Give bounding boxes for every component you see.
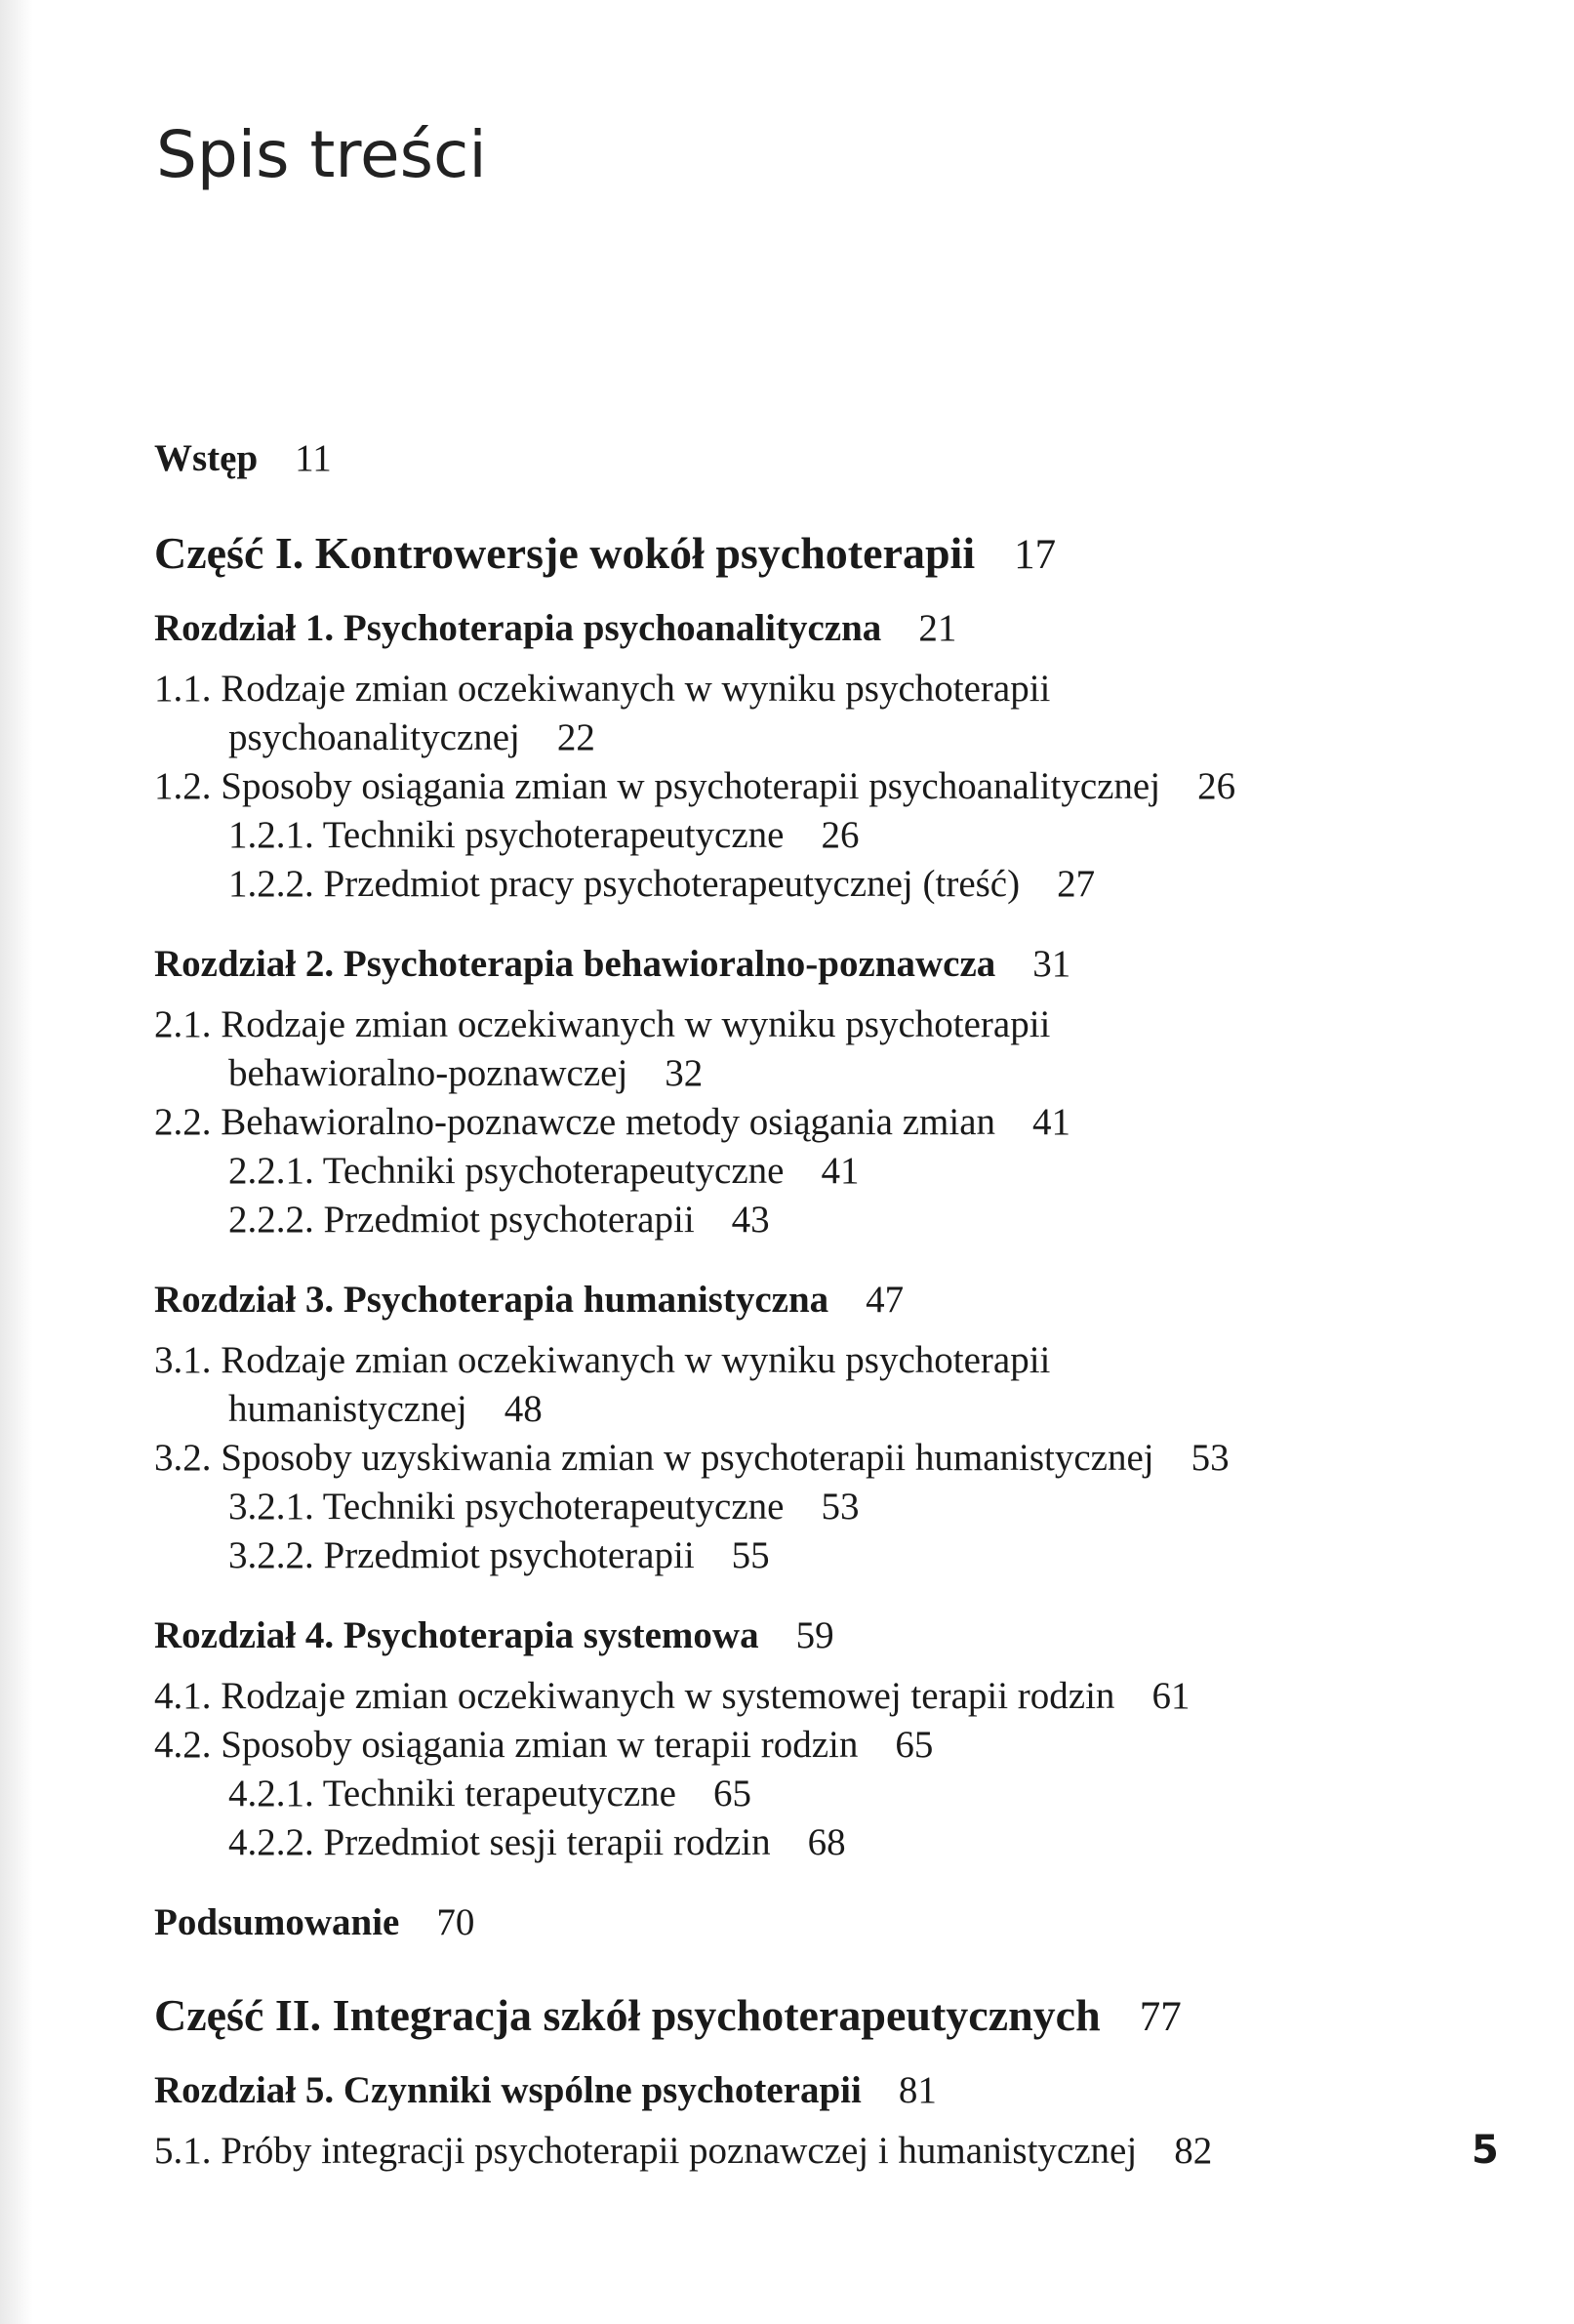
toc-entry-2-1-cont[interactable] (228, 1054, 703, 1092)
toc-entry-3-1-cont[interactable] (228, 1390, 543, 1428)
toc-entry-label: Wstęp (154, 437, 259, 479)
toc-entry-label: Część II. Integracja szkół psychoterapeutycznych (154, 1990, 1101, 2040)
toc-entry-page: 41 (821, 1150, 860, 1192)
toc-entry-2-2-1[interactable] (228, 1152, 859, 1190)
page-edge-shadow (0, 0, 33, 2324)
toc-entry-page: 31 (1032, 943, 1071, 985)
toc-entry-1-2-1[interactable] (228, 816, 859, 854)
toc-entry-label: Część I. Kontrowersje wokół psychoterapii (154, 528, 976, 578)
toc-entry-page: 26 (821, 814, 860, 856)
toc-entry-label: 2.2. Behawioralno-poznawcze metody osiągania zmian (154, 1101, 996, 1143)
toc-entry-label: 4.2.2. Przedmiot sesji terapii rodzin (228, 1821, 771, 1863)
toc-entry-page: 65 (895, 1724, 934, 1766)
toc-entry-label: 1.2. Sposoby osiągania zmian w psychoterapii psychoanalitycznej (154, 765, 1161, 807)
toc-entry-page: 48 (504, 1388, 543, 1430)
toc-entry-page: 61 (1151, 1675, 1191, 1717)
toc-entry-label: 4.2.1. Techniki terapeutyczne (228, 1773, 676, 1814)
toc-entry-1-2[interactable] (154, 767, 1235, 805)
toc-entry-label: 1.1. Rodzaje zmian oczekiwanych w wyniku psychoterapii (154, 668, 1051, 710)
toc-entry-label: 2.2.2. Przedmiot psychoterapii (228, 1199, 695, 1241)
toc-entry-page: 17 (1014, 532, 1057, 578)
toc-entry-page: 81 (898, 2069, 937, 2111)
toc-entry-page: 82 (1174, 2130, 1213, 2172)
toc-entry-chapter-3[interactable] (154, 1281, 904, 1319)
toc-entry-page: 53 (1191, 1437, 1230, 1479)
toc-entry-5-1[interactable] (154, 2132, 1212, 2170)
toc-entry-2-1[interactable] (154, 1005, 1050, 1043)
toc-entry-page: 70 (436, 1901, 475, 1943)
toc-entry-4-2-2[interactable] (228, 1823, 846, 1861)
toc-entry-label: Rozdział 2. Psychoterapia behawioralno-poznawcza (154, 943, 996, 985)
toc-entry-page: 68 (807, 1821, 846, 1863)
toc-entry-label: 3.2.2. Przedmiot psychoterapii (228, 1534, 695, 1576)
toc-entry-label: 3.2.1. Techniki psychoterapeutyczne (228, 1486, 785, 1528)
toc-entry-2-2-2[interactable] (228, 1201, 770, 1239)
toc-entry-4-2[interactable] (154, 1726, 933, 1764)
toc-entry-page: 77 (1139, 1994, 1182, 2040)
toc-entry-page: 65 (712, 1773, 751, 1814)
toc-entry-page: 27 (1057, 863, 1096, 905)
toc-entry-1-2-2[interactable] (228, 865, 1095, 903)
toc-entry-summary[interactable] (154, 1903, 474, 1941)
toc-entry-3-2-2[interactable] (228, 1536, 770, 1574)
toc-entry-label: Rozdział 4. Psychoterapia systemowa (154, 1614, 759, 1656)
toc-entry-label: 2.1. Rodzaje zmian oczekiwanych w wyniku psychoterapii (154, 1003, 1051, 1045)
toc-entry-label: 1.2.1. Techniki psychoterapeutyczne (228, 814, 785, 856)
page-number: 5 (1472, 2128, 1499, 2173)
toc-entry-3-2[interactable] (154, 1439, 1230, 1477)
toc-entry-page: 11 (295, 437, 332, 479)
toc-entry-label: 4.2. Sposoby osiągania zmian w terapii rodzin (154, 1724, 859, 1766)
toc-entry-label: psychoanalitycznej (228, 716, 520, 758)
toc-entry-chapter-1[interactable] (154, 609, 956, 647)
toc-entry-part-1[interactable] (154, 528, 1057, 578)
toc-entry-page: 41 (1032, 1101, 1071, 1143)
toc-entry-1-1-cont[interactable] (228, 718, 595, 756)
toc-entry-label: 3.1. Rodzaje zmian oczekiwanych w wyniku psychoterapii (154, 1339, 1051, 1381)
page-title: Spis treści (156, 117, 487, 192)
toc-entry-page: 21 (918, 607, 957, 649)
toc-entry-part-2[interactable] (154, 1990, 1182, 2040)
toc-entry-3-2-1[interactable] (228, 1488, 859, 1526)
toc-entry-chapter-2[interactable] (154, 945, 1070, 983)
toc-entry-label: Rozdział 3. Psychoterapia humanistyczna (154, 1279, 829, 1321)
toc-entry-4-2-1[interactable] (228, 1774, 751, 1813)
toc-entry-page: 32 (665, 1052, 704, 1094)
toc-entry-label: 4.1. Rodzaje zmian oczekiwanych w systemowej terapii rodzin (154, 1675, 1115, 1717)
toc-entry-label: humanistycznej (228, 1388, 467, 1430)
toc-entry-label: Podsumowanie (154, 1901, 400, 1943)
toc-entry-chapter-4[interactable] (154, 1616, 834, 1654)
toc-entry-page: 53 (821, 1486, 860, 1528)
toc-entry-page: 59 (795, 1614, 834, 1656)
toc-entry-label: 3.2. Sposoby uzyskiwania zmian w psychoterapii humanistycznej (154, 1437, 1154, 1479)
toc-entry-intro[interactable] (154, 439, 332, 477)
toc-entry-1-1[interactable] (154, 670, 1050, 708)
toc-entry-label: 2.2.1. Techniki psychoterapeutyczne (228, 1150, 785, 1192)
toc-entry-2-2[interactable] (154, 1103, 1070, 1141)
toc-entry-label: Rozdział 1. Psychoterapia psychoanalityczna (154, 607, 882, 649)
toc-entry-page: 55 (731, 1534, 770, 1576)
toc-entry-label: behawioralno-poznawczej (228, 1052, 628, 1094)
toc-entry-3-1[interactable] (154, 1341, 1050, 1379)
toc-entry-chapter-5[interactable] (154, 2071, 937, 2109)
toc-entry-label: 1.2.2. Przedmiot pracy psychoterapeutycznej (treść) (228, 863, 1021, 905)
toc-entry-page: 22 (556, 716, 595, 758)
toc-entry-4-1[interactable] (154, 1677, 1190, 1715)
toc-entry-page: 26 (1197, 765, 1236, 807)
toc-entry-label: Rozdział 5. Czynniki wspólne psychoterapii (154, 2069, 862, 2111)
toc-entry-label: 5.1. Próby integracji psychoterapii poznawczej i humanistycznej (154, 2130, 1138, 2172)
toc-entry-page: 47 (866, 1279, 905, 1321)
toc-entry-page: 43 (731, 1199, 770, 1241)
